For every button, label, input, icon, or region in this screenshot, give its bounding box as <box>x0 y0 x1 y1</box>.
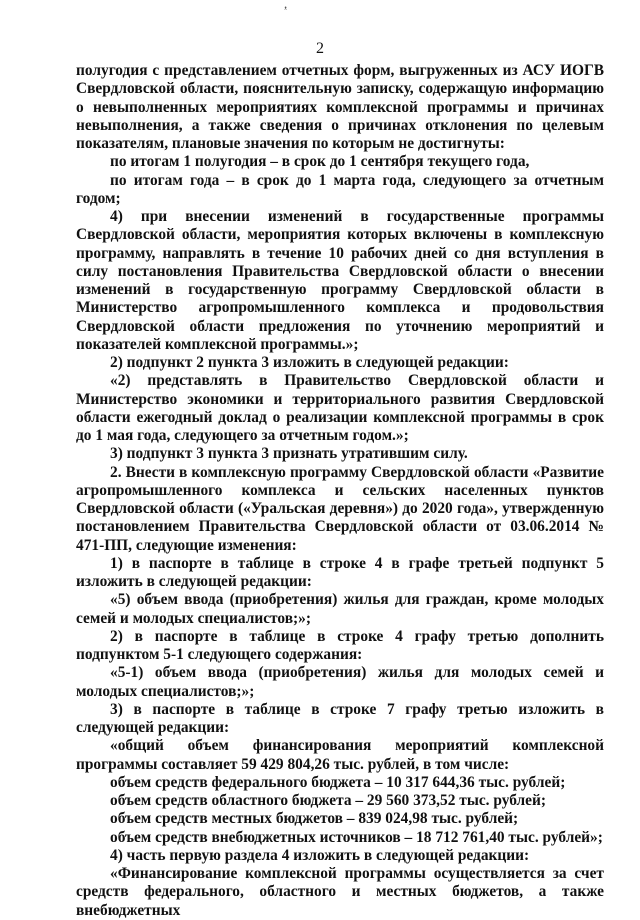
paragraph: объем средств внебюджетных источников – 18 712 761,40 тыс. рублей»; <box>110 828 603 846</box>
paragraph: по итогам года – в срок до 1 марта года, следующего за отчетным годом; <box>76 171 604 207</box>
paragraph: «2) представлять в Правительство Свердловской области и Министерство экономики и территориального развития Свердловской области ежегодный доклад о реализации комплексной программы в срок до 1 мая года, следующего за отчетным годом.»; <box>76 372 604 444</box>
paragraph: 4) при внесении изменений в государственные программы Свердловской области, мероприятия которых включены в комплексную программу, направлять в течение 10 рабочих дней со дня вступления в силу постановления Правительства Свердловской области о внесении изменений в государственную программу Свердловской области в Министерство агропромышленного комплекса и продовольствия Свердловской области предложения по уточнению мероприятий и показателей комплексной программы.»; <box>76 208 604 353</box>
paragraph: по итогам 1 полугодия – в срок до 1 сентября текущего года, <box>110 153 530 171</box>
paragraph: 2. Внести в комплексную программу Свердловской области «Развитие агропромышленного комплекса и сельских населенных пунктов Свердловской области («Уральская деревня») до 2020 года», утвержденную постановлением Правительства Свердловской области от 03.06.2014 № 471-ПП, следующие изменения: <box>76 463 604 554</box>
paragraph: объем средств федерального бюджета – 10 317 644,36 тыс. рублей; <box>110 773 566 791</box>
paragraph: 2) подпункт 2 пункта 3 изложить в следующей редакции: <box>110 354 509 371</box>
paragraph: 1) в паспорте в таблице в строке 4 в графе третьей подпункт 5 изложить в следующей редакции: <box>76 554 604 590</box>
paragraph: 3) подпункт 3 пункта 3 признать утратившим силу. <box>110 445 468 463</box>
paragraph: объем средств местных бюджетов – 839 024,98 тыс. рублей; <box>110 810 519 828</box>
paragraph: «5) объем ввода (приобретения) жилья для граждан, кроме молодых семей и молодых специалистов;»; <box>76 591 604 627</box>
document-body <box>76 62 604 920</box>
paragraph: «5-1) объем ввода (приобретения) жилья для молодых семей и молодых специалистов;»; <box>76 664 604 700</box>
scan-speck: ᵜ <box>284 4 288 15</box>
paragraph: 4) часть первую раздела 4 изложить в следующей редакции: <box>110 846 530 864</box>
paragraph: объем средств областного бюджета – 29 560 373,52 тыс. рублей; <box>110 792 546 809</box>
page-number: 2 <box>316 40 324 57</box>
paragraph: «Финансирование комплексной программы осуществляется за счет средств федерального, областного и местных бюджетов, а также внебюджетных <box>76 865 604 919</box>
paragraph: полугодия с представлением отчетных форм, выгруженных из АСУ ИОГВ Свердловской области, пояснительную записку, содержащую информацию о невыполненных мероприятиях комплексной программы и причинах невыполнения, а также сведения о причинах отклонения по целевым показателям, плановые значения по которым не достигнуты: <box>76 62 604 152</box>
paragraph: «общий объем финансирования мероприятий комплексной программы составляет 59 429 804,26 тыс. рублей, в том числе: <box>76 737 604 773</box>
paragraph: 3) в паспорте в таблице в строке 7 графу третью изложить в следующей редакции: <box>76 700 604 736</box>
paragraph: 2) в паспорте в таблице в строке 4 графу третью дополнить подпунктом 5-1 следующего содержания: <box>76 627 604 663</box>
